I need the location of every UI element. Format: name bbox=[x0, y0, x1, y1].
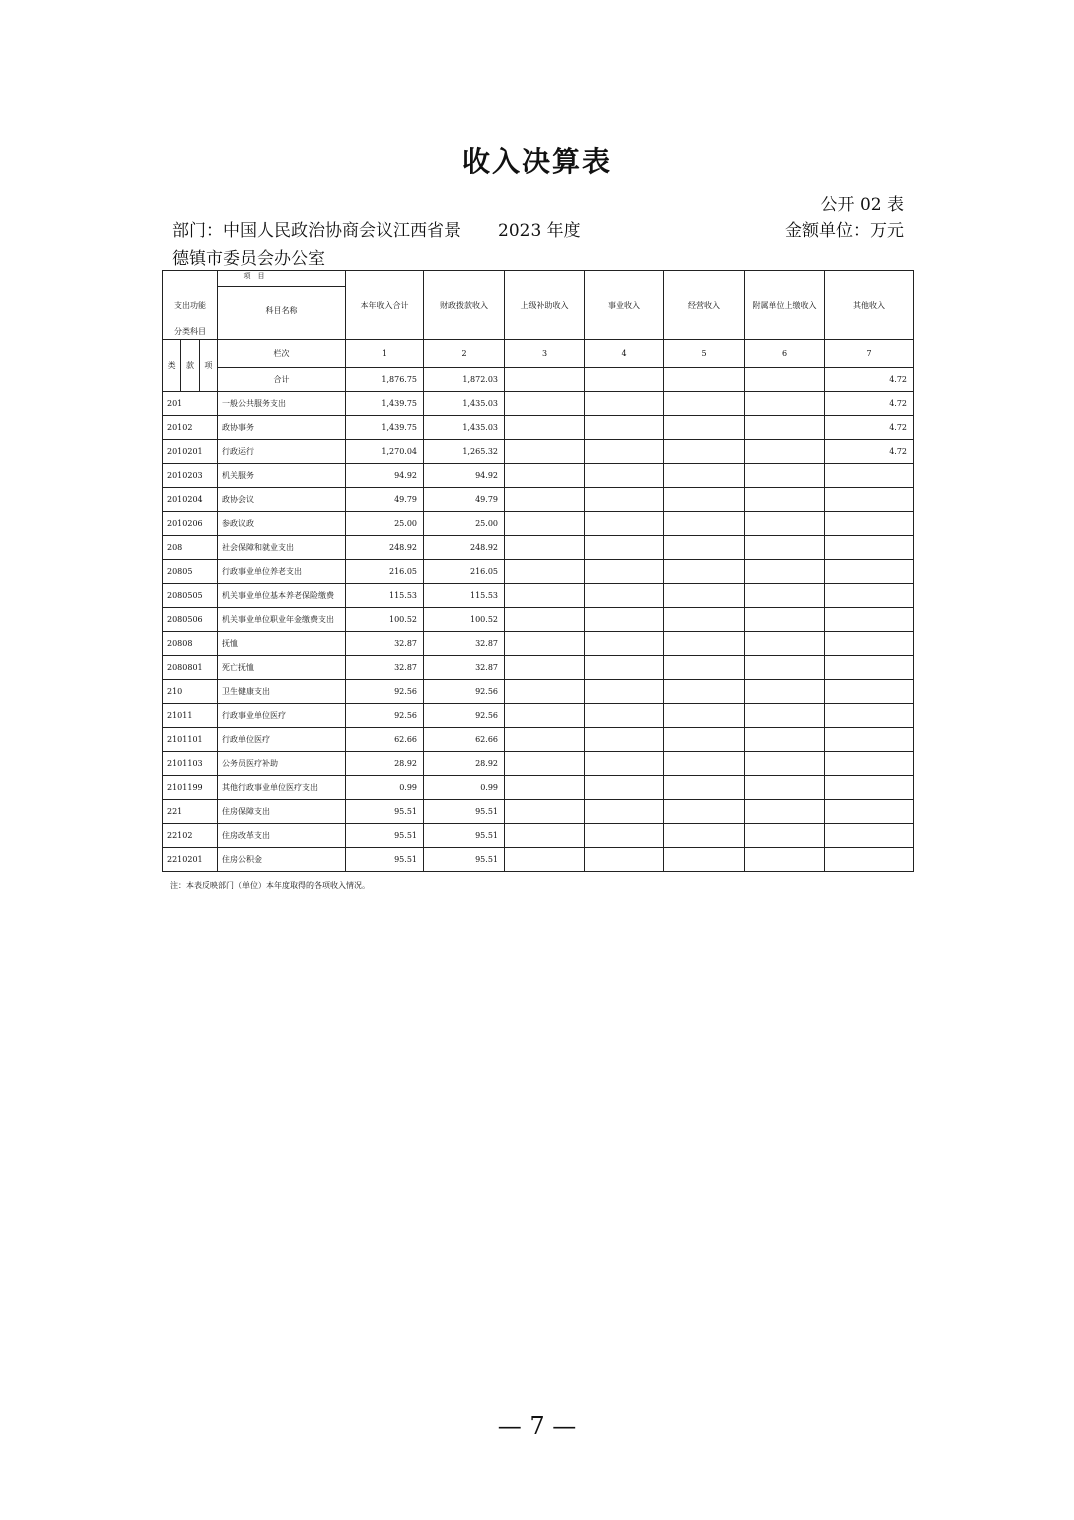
row-value-col-5 bbox=[664, 704, 745, 728]
total-value: 1,876.75 bbox=[346, 368, 424, 392]
row-value-col-6 bbox=[745, 488, 825, 512]
row-subject-name: 公务员医疗补助 bbox=[218, 752, 346, 776]
row-value-col-3 bbox=[505, 680, 585, 704]
row-value-col-4 bbox=[585, 728, 664, 752]
row-subject-name: 卫生健康支出 bbox=[218, 680, 346, 704]
row-value-col-2: 216.05 bbox=[424, 560, 505, 584]
total-label: 合计 bbox=[218, 368, 346, 392]
header-col-3: 上级补助收入 bbox=[505, 271, 585, 340]
row-value-col-7: 4.72 bbox=[825, 416, 914, 440]
page-number: — 7 — bbox=[497, 1412, 577, 1440]
table-row bbox=[163, 752, 914, 776]
row-value-col-5 bbox=[664, 488, 745, 512]
row-value-col-1: 248.92 bbox=[346, 536, 424, 560]
row-value-col-4 bbox=[585, 656, 664, 680]
row-code: 2101101 bbox=[163, 728, 218, 752]
row-value-col-2: 95.51 bbox=[424, 800, 505, 824]
row-value-col-7 bbox=[825, 632, 914, 656]
row-value-col-3 bbox=[505, 512, 585, 536]
row-value-col-6 bbox=[745, 584, 825, 608]
table-row bbox=[163, 776, 914, 800]
amount-unit: 金额单位：万元 bbox=[785, 221, 904, 241]
row-value-col-7 bbox=[825, 776, 914, 800]
row-value-col-2: 100.52 bbox=[424, 608, 505, 632]
header-col-5: 经营收入 bbox=[664, 271, 745, 340]
row-value-col-4 bbox=[585, 416, 664, 440]
row-value-col-2: 95.51 bbox=[424, 848, 505, 872]
row-value-col-5 bbox=[664, 512, 745, 536]
row-value-col-7 bbox=[825, 584, 914, 608]
table-row bbox=[163, 440, 914, 464]
table-row bbox=[163, 848, 914, 872]
row-value-col-6 bbox=[745, 416, 825, 440]
row-value-col-7 bbox=[825, 464, 914, 488]
row-value-col-6 bbox=[745, 536, 825, 560]
row-value-col-6 bbox=[745, 824, 825, 848]
row-subject-name: 行政单位医疗 bbox=[218, 728, 346, 752]
total-value bbox=[585, 368, 664, 392]
row-value-col-3 bbox=[505, 392, 585, 416]
row-code: 221 bbox=[163, 800, 218, 824]
row-value-col-4 bbox=[585, 536, 664, 560]
row-value-col-4 bbox=[585, 392, 664, 416]
table-row bbox=[163, 824, 914, 848]
header-subject-name: 科目名称 bbox=[265, 306, 298, 315]
row-value-col-5 bbox=[664, 560, 745, 584]
header-lei: 类 bbox=[163, 340, 181, 391]
row-value-col-3 bbox=[505, 560, 585, 584]
row-value-col-6 bbox=[745, 752, 825, 776]
table-header-row bbox=[163, 271, 914, 340]
row-subject-name: 一般公共服务支出 bbox=[218, 392, 346, 416]
row-value-col-1: 1,270.04 bbox=[346, 440, 424, 464]
row-subject-name: 行政事业单位医疗 bbox=[218, 704, 346, 728]
row-value-col-3 bbox=[505, 752, 585, 776]
header-col-2: 财政拨款收入 bbox=[424, 271, 505, 340]
row-code: 210 bbox=[163, 680, 218, 704]
row-value-col-4 bbox=[585, 800, 664, 824]
row-value-col-4 bbox=[585, 512, 664, 536]
row-code: 2101103 bbox=[163, 752, 218, 776]
row-value-col-3 bbox=[505, 584, 585, 608]
row-code: 2010203 bbox=[163, 464, 218, 488]
row-value-col-4 bbox=[585, 560, 664, 584]
row-value-col-5 bbox=[664, 608, 745, 632]
row-value-col-5 bbox=[664, 656, 745, 680]
row-value-col-1: 115.53 bbox=[346, 584, 424, 608]
row-value-col-6 bbox=[745, 608, 825, 632]
row-value-col-6 bbox=[745, 392, 825, 416]
row-value-col-2: 32.87 bbox=[424, 656, 505, 680]
header-xiang: 项 bbox=[204, 361, 213, 370]
row-value-col-1: 216.05 bbox=[346, 560, 424, 584]
row-value-col-5 bbox=[664, 776, 745, 800]
table-row bbox=[163, 536, 914, 560]
row-code: 2080505 bbox=[163, 584, 218, 608]
table-row bbox=[163, 416, 914, 440]
row-value-col-1: 1,439.75 bbox=[346, 416, 424, 440]
table-row bbox=[163, 608, 914, 632]
row-subject-name: 机关事业单位基本养老保险缴费 bbox=[218, 584, 346, 608]
row-value-col-7: 4.72 bbox=[825, 440, 914, 464]
table-row bbox=[163, 632, 914, 656]
row-subject-name: 政协会议 bbox=[218, 488, 346, 512]
row-value-col-4 bbox=[585, 608, 664, 632]
row-value-col-7 bbox=[825, 848, 914, 872]
row-value-col-3 bbox=[505, 536, 585, 560]
header-col-4: 事业收入 bbox=[585, 271, 664, 340]
row-value-col-3 bbox=[505, 632, 585, 656]
row-value-col-2: 62.66 bbox=[424, 728, 505, 752]
row-value-col-7 bbox=[825, 752, 914, 776]
table-row bbox=[163, 800, 914, 824]
row-subject-name: 死亡抚恤 bbox=[218, 656, 346, 680]
row-value-col-7 bbox=[825, 488, 914, 512]
row-value-col-5 bbox=[664, 584, 745, 608]
row-value-col-4 bbox=[585, 440, 664, 464]
row-value-col-5 bbox=[664, 680, 745, 704]
row-value-col-1: 32.87 bbox=[346, 632, 424, 656]
row-value-col-6 bbox=[745, 680, 825, 704]
row-value-col-7: 4.72 bbox=[825, 392, 914, 416]
row-value-col-5 bbox=[664, 440, 745, 464]
lei-kuan-xiang-cell bbox=[163, 340, 218, 392]
row-code: 21011 bbox=[163, 704, 218, 728]
table-row bbox=[163, 512, 914, 536]
row-value-col-2: 0.99 bbox=[424, 776, 505, 800]
table-row bbox=[163, 584, 914, 608]
header-lanci: 栏次 bbox=[218, 340, 346, 368]
header-func-class-l1: 支出功能 bbox=[174, 301, 206, 310]
form-number: 公开 02 表 bbox=[820, 195, 904, 215]
row-value-col-5 bbox=[664, 632, 745, 656]
header-col-1: 本年收入合计 bbox=[346, 271, 424, 340]
row-value-col-4 bbox=[585, 752, 664, 776]
row-value-col-1: 95.51 bbox=[346, 800, 424, 824]
row-value-col-1: 25.00 bbox=[346, 512, 424, 536]
row-value-col-4 bbox=[585, 704, 664, 728]
row-value-col-5 bbox=[664, 752, 745, 776]
row-value-col-1: 28.92 bbox=[346, 752, 424, 776]
row-value-col-3 bbox=[505, 464, 585, 488]
row-value-col-2: 94.92 bbox=[424, 464, 505, 488]
row-value-col-5 bbox=[664, 536, 745, 560]
row-value-col-7 bbox=[825, 800, 914, 824]
row-value-col-3 bbox=[505, 488, 585, 512]
colno-7: 7 bbox=[825, 340, 914, 368]
total-value: 1,872.03 bbox=[424, 368, 505, 392]
row-code: 2101199 bbox=[163, 776, 218, 800]
row-value-col-4 bbox=[585, 632, 664, 656]
row-value-col-7 bbox=[825, 608, 914, 632]
row-subject-name: 政协事务 bbox=[218, 416, 346, 440]
row-code: 2010204 bbox=[163, 488, 218, 512]
row-value-col-6 bbox=[745, 800, 825, 824]
table-row bbox=[163, 680, 914, 704]
row-value-col-4 bbox=[585, 776, 664, 800]
row-value-col-4 bbox=[585, 464, 664, 488]
total-value bbox=[745, 368, 825, 392]
row-value-col-7 bbox=[825, 656, 914, 680]
row-value-col-1: 92.56 bbox=[346, 704, 424, 728]
row-code: 20808 bbox=[163, 632, 218, 656]
row-value-col-6 bbox=[745, 464, 825, 488]
row-subject-name: 行政事业单位养老支出 bbox=[218, 560, 346, 584]
row-value-col-3 bbox=[505, 728, 585, 752]
colno-6: 6 bbox=[745, 340, 825, 368]
row-value-col-6 bbox=[745, 848, 825, 872]
row-value-col-3 bbox=[505, 848, 585, 872]
row-value-col-6 bbox=[745, 632, 825, 656]
row-value-col-3 bbox=[505, 416, 585, 440]
colno-5: 5 bbox=[664, 340, 745, 368]
row-value-col-7 bbox=[825, 512, 914, 536]
row-value-col-5 bbox=[664, 848, 745, 872]
row-value-col-4 bbox=[585, 680, 664, 704]
row-code: 2010206 bbox=[163, 512, 218, 536]
row-subject-name: 机关服务 bbox=[218, 464, 346, 488]
table-row bbox=[163, 704, 914, 728]
row-subject-name: 住房保障支出 bbox=[218, 800, 346, 824]
row-code: 2010201 bbox=[163, 440, 218, 464]
row-value-col-1: 62.66 bbox=[346, 728, 424, 752]
row-value-col-2: 95.51 bbox=[424, 824, 505, 848]
header-kuan: 款 bbox=[181, 340, 199, 391]
colno-4: 4 bbox=[585, 340, 664, 368]
table-row bbox=[163, 488, 914, 512]
total-value bbox=[664, 368, 745, 392]
row-value-col-3 bbox=[505, 656, 585, 680]
row-value-col-5 bbox=[664, 392, 745, 416]
column-number-row bbox=[163, 340, 914, 368]
row-value-col-2: 32.87 bbox=[424, 632, 505, 656]
row-value-col-4 bbox=[585, 488, 664, 512]
row-subject-name: 抚恤 bbox=[218, 632, 346, 656]
row-value-col-6 bbox=[745, 560, 825, 584]
row-code: 201 bbox=[163, 392, 218, 416]
department-label: 部门：中国人民政治协商会议江西省景德镇市委员会办公室 bbox=[172, 221, 461, 269]
header-func-class-l2: 分类科目 bbox=[174, 327, 206, 336]
total-value: 4.72 bbox=[825, 368, 914, 392]
row-code: 22102 bbox=[163, 824, 218, 848]
table-row bbox=[163, 560, 914, 584]
row-value-col-1: 49.79 bbox=[346, 488, 424, 512]
row-value-col-6 bbox=[745, 704, 825, 728]
row-code: 20805 bbox=[163, 560, 218, 584]
row-code: 2080801 bbox=[163, 656, 218, 680]
row-value-col-2: 28.92 bbox=[424, 752, 505, 776]
row-subject-name: 其他行政事业单位医疗支出 bbox=[218, 776, 346, 800]
row-value-col-7 bbox=[825, 536, 914, 560]
colno-2: 2 bbox=[424, 340, 505, 368]
row-value-col-4 bbox=[585, 848, 664, 872]
row-code: 2210201 bbox=[163, 848, 218, 872]
row-value-col-5 bbox=[664, 800, 745, 824]
row-value-col-2: 115.53 bbox=[424, 584, 505, 608]
row-value-col-7 bbox=[825, 680, 914, 704]
table-row bbox=[163, 728, 914, 752]
total-row bbox=[163, 368, 914, 392]
row-value-col-3 bbox=[505, 824, 585, 848]
row-subject-name: 住房公积金 bbox=[218, 848, 346, 872]
colno-1: 1 bbox=[346, 340, 424, 368]
row-value-col-1: 100.52 bbox=[346, 608, 424, 632]
header-col-7: 其他收入 bbox=[825, 271, 914, 340]
row-value-col-2: 1,435.03 bbox=[424, 392, 505, 416]
row-value-col-1: 1,439.75 bbox=[346, 392, 424, 416]
row-value-col-7 bbox=[825, 560, 914, 584]
header-col-6: 附属单位上缴收入 bbox=[745, 271, 825, 340]
row-value-col-6 bbox=[745, 656, 825, 680]
row-value-col-1: 94.92 bbox=[346, 464, 424, 488]
row-value-col-5 bbox=[664, 416, 745, 440]
row-value-col-2: 49.79 bbox=[424, 488, 505, 512]
row-value-col-6 bbox=[745, 728, 825, 752]
row-value-col-2: 25.00 bbox=[424, 512, 505, 536]
row-value-col-3 bbox=[505, 704, 585, 728]
row-value-col-3 bbox=[505, 800, 585, 824]
row-value-col-1: 0.99 bbox=[346, 776, 424, 800]
row-value-col-2: 92.56 bbox=[424, 704, 505, 728]
row-value-col-5 bbox=[664, 728, 745, 752]
colno-3: 3 bbox=[505, 340, 585, 368]
table-note: 注：本表反映部门（单位）本年度取得的各项收入情况。 bbox=[170, 881, 370, 890]
row-code: 2080506 bbox=[163, 608, 218, 632]
table-row bbox=[163, 464, 914, 488]
row-value-col-2: 92.56 bbox=[424, 680, 505, 704]
row-value-col-7 bbox=[825, 704, 914, 728]
row-subject-name: 参政议政 bbox=[218, 512, 346, 536]
row-code: 208 bbox=[163, 536, 218, 560]
row-value-col-6 bbox=[745, 512, 825, 536]
row-value-col-1: 92.56 bbox=[346, 680, 424, 704]
row-subject-name: 行政运行 bbox=[218, 440, 346, 464]
row-subject-name: 社会保障和就业支出 bbox=[218, 536, 346, 560]
row-value-col-3 bbox=[505, 440, 585, 464]
row-subject-name: 机关事业单位职业年金缴费支出 bbox=[218, 608, 346, 632]
row-code: 20102 bbox=[163, 416, 218, 440]
row-value-col-1: 32.87 bbox=[346, 656, 424, 680]
row-value-col-3 bbox=[505, 608, 585, 632]
row-value-col-6 bbox=[745, 776, 825, 800]
row-value-col-4 bbox=[585, 584, 664, 608]
row-value-col-1: 95.51 bbox=[346, 848, 424, 872]
row-value-col-5 bbox=[664, 824, 745, 848]
row-value-col-7 bbox=[825, 728, 914, 752]
page-title: 收入决算表 bbox=[461, 145, 612, 178]
row-value-col-3 bbox=[505, 776, 585, 800]
row-subject-name: 住房改革支出 bbox=[218, 824, 346, 848]
header-item-cell bbox=[163, 271, 346, 340]
revenue-table bbox=[162, 270, 914, 872]
table-row bbox=[163, 392, 914, 416]
row-value-col-1: 95.51 bbox=[346, 824, 424, 848]
row-value-col-5 bbox=[664, 464, 745, 488]
total-value bbox=[505, 368, 585, 392]
row-value-col-2: 1,435.03 bbox=[424, 416, 505, 440]
table-row bbox=[163, 656, 914, 680]
row-value-col-7 bbox=[825, 824, 914, 848]
row-value-col-2: 1,265.32 bbox=[424, 440, 505, 464]
row-value-col-6 bbox=[745, 440, 825, 464]
row-value-col-2: 248.92 bbox=[424, 536, 505, 560]
header-item-label: 项 目 bbox=[243, 272, 265, 280]
fiscal-year: 2023 年度 bbox=[498, 221, 581, 241]
row-value-col-4 bbox=[585, 824, 664, 848]
